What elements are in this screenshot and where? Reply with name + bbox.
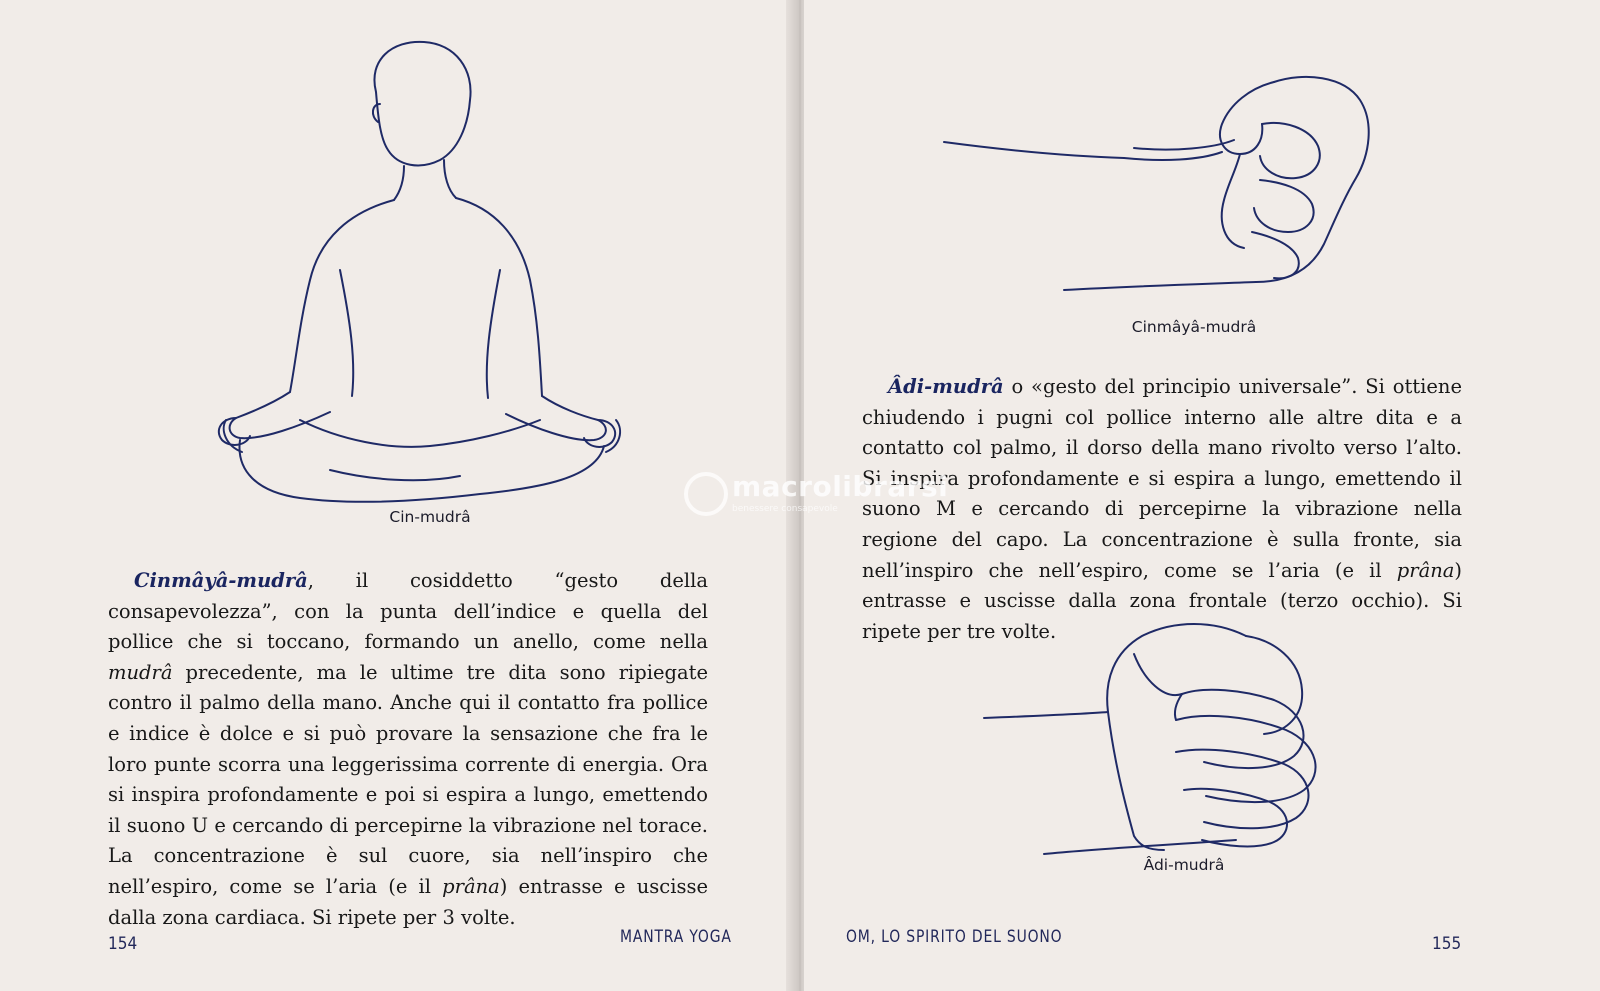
- paragraph-text: ) entrasse e uscisse dalla zona cardiaca. Si ripete per 3 volte.: [108, 874, 708, 929]
- paragraph-text: o «gesto del principio universale”. Si ottiene chiudendo i pugni col pollice interno alle altre dita e a contatto col palmo, il dorso della mano rivolto verso l’alto. Si inspira profondamente e si espira a lungo, emettendo il suono M e cercando di percepirne la vibrazione nella regione del capo. La concentrazione è sulla fronte, sia nell’inspiro che nell’espiro, come se l’aria (e il: [862, 375, 1462, 582]
- page-number: 155: [1432, 934, 1462, 954]
- illustration-caption: Cin-mudrâ: [389, 508, 471, 526]
- watermark-tagline: benessere consapevole: [732, 504, 838, 514]
- term-keyword: Cinmâyâ-mudrâ: [134, 569, 308, 592]
- emphasis-term: prâna: [1396, 558, 1455, 582]
- watermark-circle-icon: [684, 472, 728, 516]
- watermark-logo: [684, 468, 949, 528]
- running-title: MANTRA YOGA: [620, 927, 732, 947]
- left-page: [0, 0, 796, 991]
- emphasis-term: mudrâ: [108, 660, 173, 684]
- bottom-illustration-caption: Âdi-mudrâ: [1143, 856, 1225, 874]
- term-keyword: Âdi-mudrâ: [888, 375, 1004, 398]
- watermark-brand: macrolibrarsi: [732, 470, 949, 503]
- paragraph-text: precedente, ma le ultime tre dita sono ripiegate contro il palmo della mano. Anche qui il contatto fra pollice e indice è dolce e si può provare la sensazione che fra le loro punte scorra una leggerissima corrente di energia. Ora si inspira profondamente e poi si espira a lungo, emettendo il suono U e cercando di percepirne la vibrazione nel torace. La concentrazione è sul cuore, sia nell’inspiro che nell’espiro, come se l’aria (e il: [108, 660, 708, 898]
- body-paragraph: [108, 566, 708, 933]
- top-illustration-caption: Cinmâyâ-mudrâ: [1131, 318, 1257, 336]
- emphasis-term: prâna: [442, 874, 500, 898]
- running-title: OM, LO SPIRITO DEL SUONO: [846, 927, 1063, 947]
- page-number: 154: [108, 934, 138, 954]
- paragraph-text: , il cosiddetto “gesto della consapevolezza”, con la punta dell’indice e quella del pollice che si toccano, formando un anello, come nella: [108, 569, 708, 654]
- paragraph-text: ) entrasse e uscisse dalla zona frontale (terzo occhio). Si ripete per tre volte.: [862, 558, 1462, 643]
